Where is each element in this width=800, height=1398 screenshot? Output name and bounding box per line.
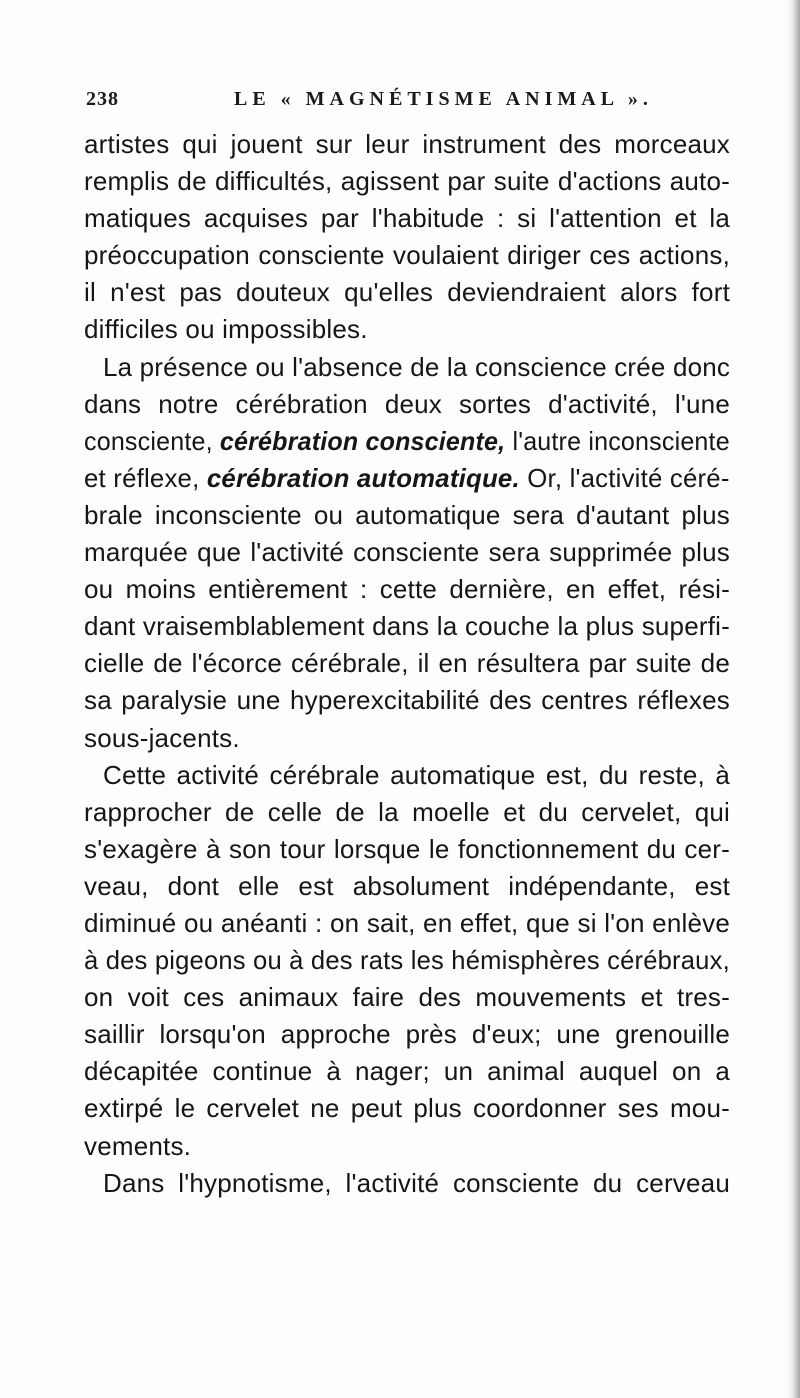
page-number: 238 — [86, 88, 119, 110]
text-line: ou moins entièrement : cette dernière, en effet, rési- — [84, 574, 730, 605]
text-line: Cette activité cérébrale automatique est, du reste, à — [103, 759, 730, 790]
text-line: dant vraisemblablement dans la couche la plus superfi- — [84, 611, 730, 642]
text-line: vements. — [84, 1130, 192, 1161]
text-line: dans notre cérébration deux sortes d'activité, l'une — [84, 388, 730, 419]
text-line: extirpé le cervelet ne peut plus coordonner ses mou- — [84, 1093, 730, 1124]
text-line: saillir lorsqu'on approche près d'eux; une grenouille — [84, 1019, 730, 1050]
text-line: il n'est pas douteux qu'elles deviendraient alors fort — [84, 277, 730, 308]
text-line-with-italic — [84, 460, 730, 497]
text-segment: et réflexe, — [84, 462, 207, 493]
running-head — [86, 88, 726, 118]
text-line: La présence ou l'absence de la conscience crée donc — [102, 351, 731, 382]
text-line: sa paralysie une hyperexcitabilité des centres réflexes — [84, 685, 730, 716]
text-segment: l'autre inconsciente — [505, 425, 730, 456]
text-line: brale inconsciente ou automatique sera d'autant plus — [84, 499, 730, 530]
text-line: artistes qui jouent sur leur instrument des morceaux — [84, 129, 730, 159]
text-line: matiques acquises par l'habitude : si l'attention et la — [84, 203, 730, 234]
text-line: diminué ou anéanti : on sait, en effet, que si l'on enlève — [84, 907, 730, 938]
text-line: décapitée continue à nager; un animal auquel on a — [84, 1056, 730, 1087]
running-title: LE « MAGNÉTISME ANIMAL ». — [234, 88, 653, 110]
text-line: à des pigeons ou à des rats les hémisphères cérébraux, — [84, 945, 730, 976]
text-line: veau, dont elle est absolument indépendante, est — [84, 870, 730, 901]
text-segment: Or, l'activité céré- — [519, 462, 730, 493]
text-line: on voit ces animaux faire des mouvements et tres- — [84, 982, 730, 1013]
text-line: rapprocher de celle de la moelle et du cervelet, qui — [84, 796, 730, 827]
text-line: difficiles ou impossibles. — [84, 314, 368, 345]
text-line: Dans l'hypnotisme, l'activité consciente du cerveau — [103, 1167, 730, 1198]
body-text — [84, 126, 730, 1202]
text-line: sous-jacents. — [84, 722, 240, 753]
text-line-with-italic — [84, 423, 730, 460]
page-edge-shadow — [786, 0, 800, 1398]
text-line: remplis de difficultés, agissent par suite d'actions auto- — [84, 166, 730, 197]
italic-term: cérébration consciente, — [219, 425, 506, 456]
text-segment: consciente, — [84, 425, 220, 456]
italic-term: cérébration automatique. — [206, 462, 520, 493]
text-line: s'exagère à son tour lorsque le fonctionnement du cer- — [84, 833, 730, 864]
text-line: marquée que l'activité consciente sera supprimée plus — [84, 537, 730, 568]
text-line: préoccupation consciente voulaient diriger ces actions, — [84, 240, 730, 271]
text-line: cielle de l'écorce cérébrale, il en résultera par suite de — [84, 648, 730, 679]
